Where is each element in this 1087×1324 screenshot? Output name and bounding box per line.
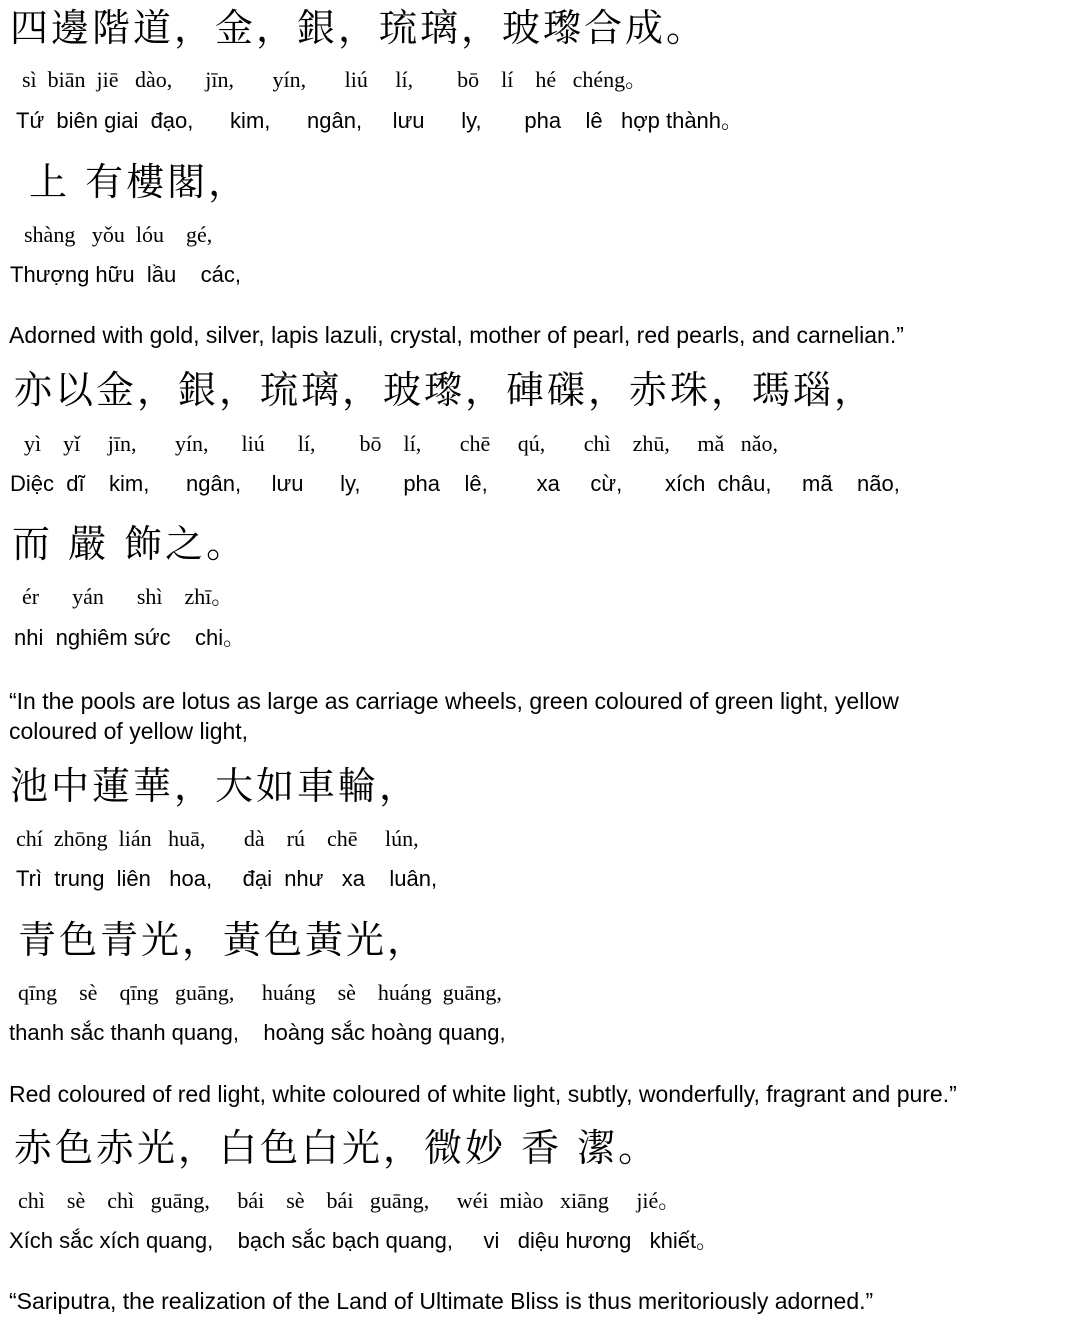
chinese-line: 四邊階道，金，銀，琉璃，玻瓈合成。 bbox=[10, 6, 708, 50]
chinese-line: 赤色赤光，白色白光，微妙 香 潔。 bbox=[14, 1126, 660, 1170]
chinese-line: 上 有樓閣， bbox=[14, 160, 250, 204]
english-translation: Adorned with gold, silver, lapis lazuli, crystal, mother of pearl, red pearls, and carnelian.” bbox=[9, 322, 904, 348]
pinyin-line: ér yán shì zhī。 bbox=[22, 584, 234, 609]
pinyin-line: sì biān jiē dào, jīn, yín, liú lí, bō lí hé chéng。 bbox=[22, 67, 648, 92]
vietnamese-line: Tứ biên giai đạo, kim, ngân, lưu ly, pha lê hợp thành。 bbox=[16, 108, 744, 133]
vietnamese-line: thanh sắc thanh quang, hoàng sắc hoàng quang, bbox=[9, 1020, 506, 1045]
pinyin-line: shàng yǒu lóu gé, bbox=[24, 222, 213, 247]
pinyin-line: qīng sè qīng guāng, huáng sè huáng guāng, bbox=[18, 980, 502, 1005]
pinyin-line: chì sè chì guāng, bái sè bái guāng, wéi miào xiāng jié。 bbox=[18, 1188, 681, 1213]
chinese-line: 池中蓮華，大如車輪， bbox=[10, 764, 421, 808]
vietnamese-line: Xích sắc xích quang, bạch sắc bạch quang, vi diệu hương khiết。 bbox=[9, 1228, 719, 1253]
chinese-line: 亦以金，銀，琉璃，玻瓈，硨磲，赤珠，瑪瑙， bbox=[14, 368, 876, 412]
chinese-line: 而 嚴 飾之。 bbox=[12, 522, 248, 566]
english-translation: “In the pools are lotus as large as carriage wheels, green coloured of green light, yellow coloured of yellow light, bbox=[9, 688, 899, 744]
english-translation: “Sariputra, the realization of the Land of Ultimate Bliss is thus meritoriously adorned.” bbox=[9, 1288, 874, 1314]
english-translation: Red coloured of red light, white coloured of white light, subtly, wonderfully, fragrant and pure.” bbox=[9, 1081, 957, 1107]
vietnamese-line: Diệc dĩ kim, ngân, lưu ly, pha lê, xa cừ, xích châu, mã não, bbox=[10, 471, 900, 496]
pinyin-line: yì yǐ jīn, yín, liú lí, bō lí, chē qú, chì zhū, mǎ nǎo, bbox=[24, 431, 779, 456]
vietnamese-line: Thượng hữu lầu các, bbox=[10, 262, 241, 287]
vietnamese-line: nhi nghiêm sức chi。 bbox=[14, 625, 246, 650]
pinyin-line: chí zhōng lián huā, dà rú chē lún, bbox=[16, 826, 419, 851]
chinese-line: 青色青光，黃色黃光， bbox=[18, 918, 429, 962]
vietnamese-line: Trì trung liên hoa, đại như xa luân, bbox=[16, 866, 438, 891]
